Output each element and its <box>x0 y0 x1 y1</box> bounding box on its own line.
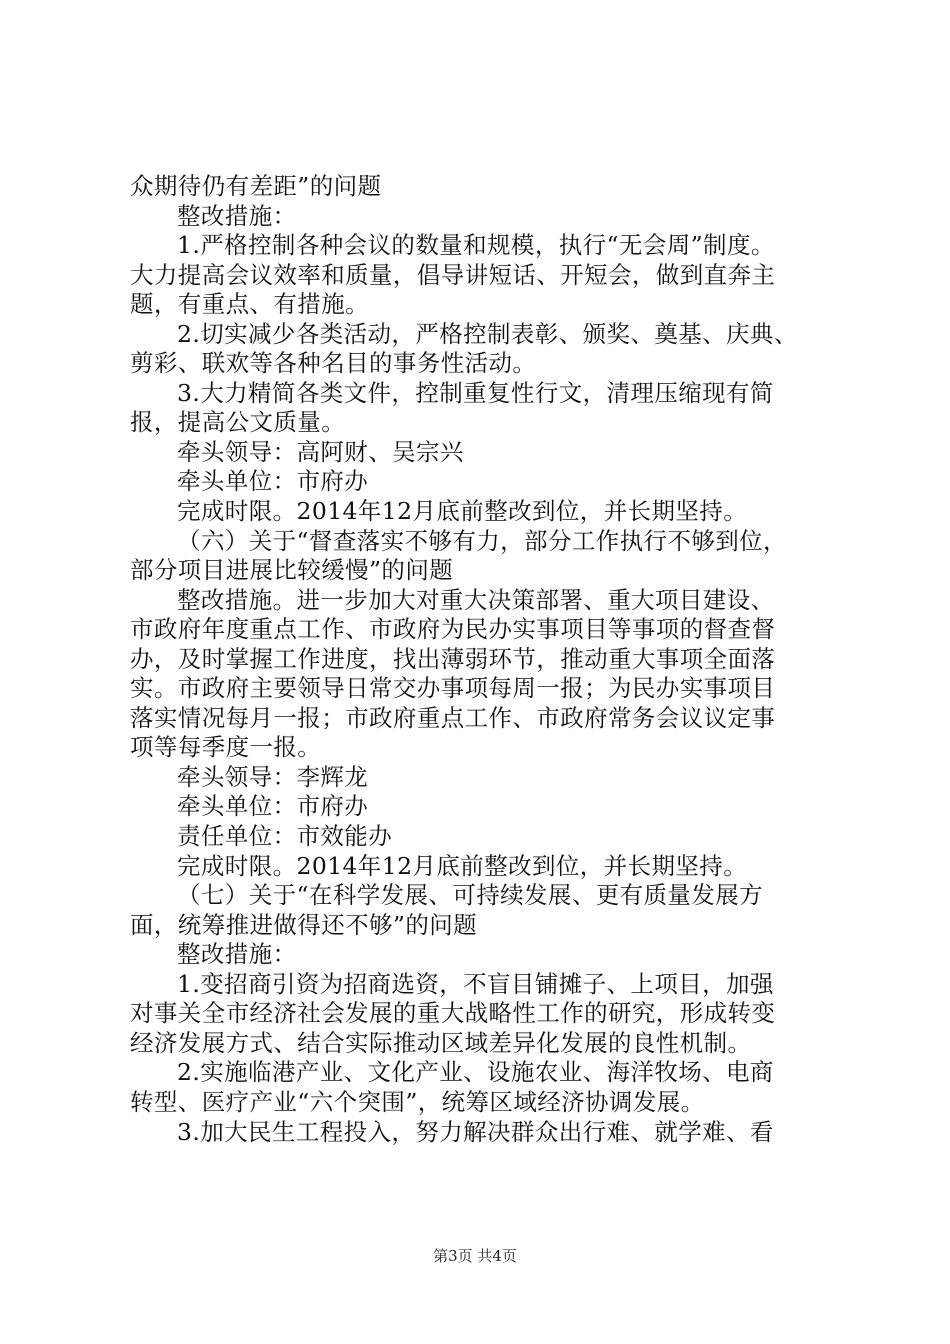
text-line: 1.严格控制各种会议的数量和规模，执行“无会周”制度。 <box>177 231 775 260</box>
text-line: 市政府年度重点工作、市政府为民办实事项目等事项的督查督 <box>130 615 776 644</box>
text-line: 完成时限。2014年12月底前整改到位，并长期坚持。 <box>177 497 748 526</box>
text-line: 1.变招商引资为招商选资，不盲目铺摊子、上项目，加强 <box>177 969 774 998</box>
text-line: 转型、医疗产业“六个突围”，统筹区域经济协调发展。 <box>130 1087 705 1116</box>
text-line: 大力提高会议效率和质量，倡导讲短话、开短会，做到直奔主 <box>130 260 776 289</box>
text-line: 办，及时掌握工作进度，找出薄弱环节，推动重大事项全面落 <box>130 644 776 673</box>
text-line: 众期待仍有差距”的问题 <box>130 172 382 200</box>
text-line: 2.切实减少各类活动，严格控制表彰、颁奖、奠基、庆典、 <box>177 319 798 348</box>
text-line: 牵头单位：市府办 <box>177 467 369 496</box>
text-line: 剪彩、联欢等各种名目的事务性活动。 <box>130 349 537 378</box>
text-line: 牵头领导：高阿财、吴宗兴 <box>177 437 464 466</box>
document-body <box>130 172 860 1147</box>
text-line: （六）关于“督查落实不够有力，部分工作执行不够到位， <box>177 526 787 555</box>
text-line: 3.加大民生工程投入，努力解决群众出行难、就学难、看 <box>177 1117 774 1146</box>
text-line: 对事关全市经济社会发展的重大战略性工作的研究，形成转变 <box>130 999 776 1028</box>
text-line: 报，提高公文质量。 <box>130 408 346 437</box>
text-line: 3.大力精简各类文件，控制重复性行文，清理压缩现有简 <box>177 378 774 407</box>
text-line: 整改措施。进一步加大对重大决策部署、重大项目建设、 <box>177 585 775 614</box>
text-line: 面，统筹推进做得还不够”的问题 <box>130 910 478 939</box>
text-line: 经济发展方式、结合实际推动区域差异化发展的良性机制。 <box>130 1028 752 1057</box>
text-line: （七）关于“在科学发展、可持续发展、更有质量发展方 <box>177 881 764 910</box>
text-line: 整改措施： <box>177 940 297 969</box>
text-line: 牵头领导：李辉龙 <box>177 762 369 791</box>
page-footer: 第3页 共4页 <box>433 1247 517 1265</box>
text-line: 实。市政府主要领导日常交办事项每周一报；为民办实事项目 <box>130 674 776 703</box>
text-line: 落实情况每月一报；市政府重点工作、市政府常务会议议定事 <box>130 703 776 732</box>
text-line: 部分项目进展比较缓慢”的问题 <box>130 556 454 585</box>
text-line: 项等每季度一报。 <box>130 733 322 762</box>
text-line: 2.实施临港产业、文化产业、设施农业、海洋牧场、电商 <box>177 1058 774 1087</box>
text-line: 责任单位：市效能办 <box>177 822 393 851</box>
text-line: 整改措施： <box>177 201 297 230</box>
text-line: 完成时限。2014年12月底前整改到位，并长期坚持。 <box>177 851 748 880</box>
text-line: 牵头单位：市府办 <box>177 792 369 821</box>
text-line: 题，有重点、有措施。 <box>130 290 369 319</box>
